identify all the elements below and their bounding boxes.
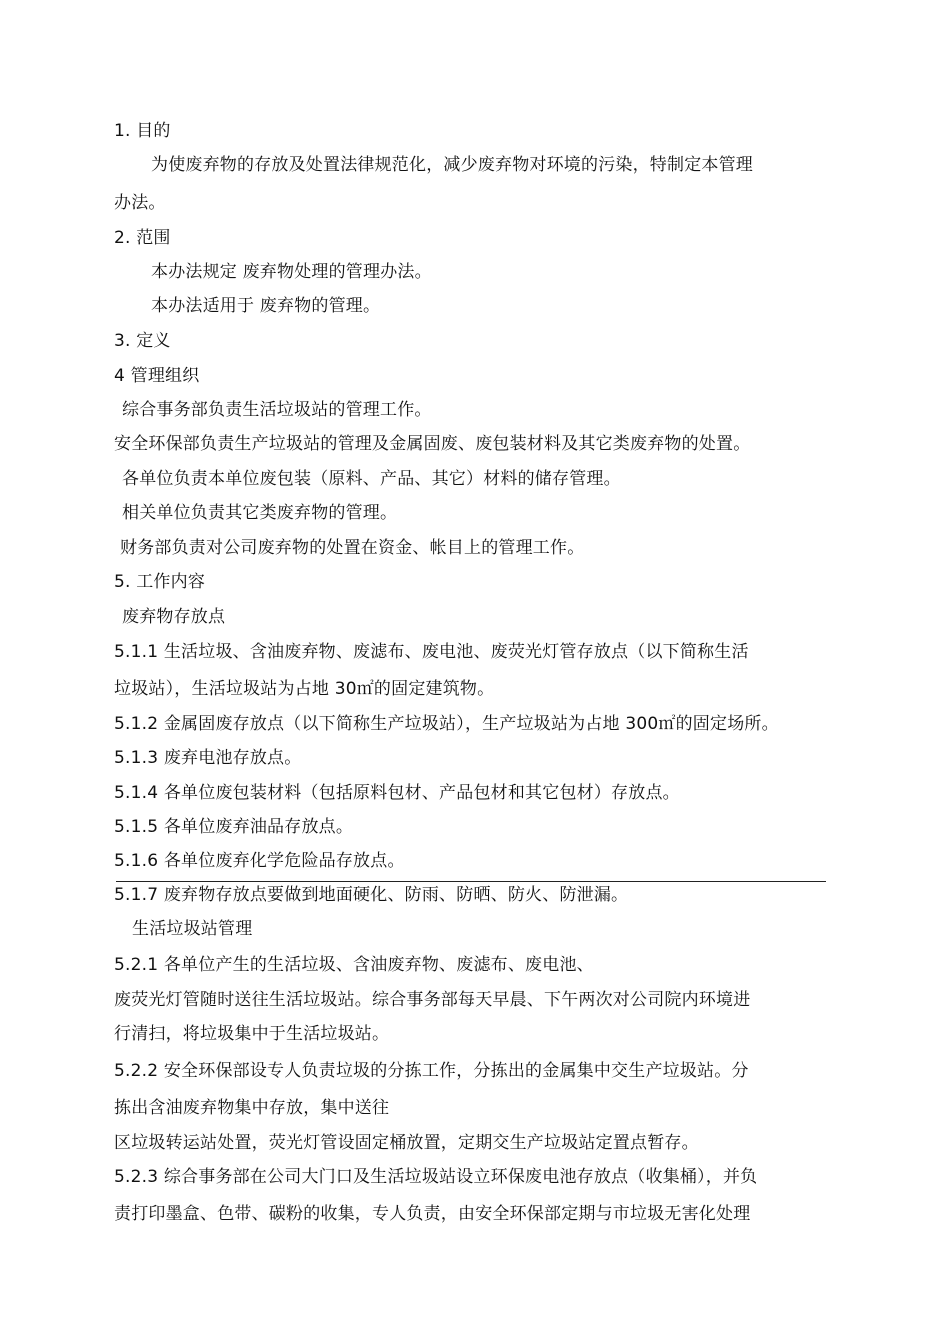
paragraph-line: 5.1.6 各单位废弃化学危险品存放点。	[114, 851, 405, 871]
paragraph-line: 责打印墨盒、色带、碳粉的收集，专人负责，由安全环保部定期与市垃圾无害化处理	[114, 1204, 751, 1224]
paragraph-line: 5.1.5 各单位废弃油品存放点。	[114, 817, 354, 837]
paragraph-line: 各单位负责本单位废包装（原料、产品、其它）材料的储存管理。	[122, 469, 621, 489]
paragraph-line: 5.1.4 各单位废包装材料（包括原料包材、产品包材和其它包材）存放点。	[114, 783, 680, 803]
paragraph-line: 安全环保部负责生产垃圾站的管理及金属固废、废包装材料及其它类废弃物的处置。	[114, 434, 751, 454]
paragraph-line: 本办法适用于 废弃物的管理。	[151, 296, 381, 316]
heading-purpose: 1. 目的	[114, 121, 171, 141]
subheading-domestic-station: 生活垃圾站管理	[132, 919, 253, 939]
paragraph-line: 本办法规定 废弃物处理的管理办法。	[151, 262, 432, 282]
paragraph-line: 综合事务部负责生活垃圾站的管理工作。	[122, 400, 432, 420]
paragraph-line: 5.1.3 废弃电池存放点。	[114, 748, 302, 768]
heading-organization: 4 管理组织	[114, 366, 200, 386]
subheading-storage-points: 废弃物存放点	[122, 607, 226, 627]
paragraph-line: 5.1.2 金属固废存放点（以下简称生产垃圾站），生产垃圾站为占地 300㎡的固定场所。	[114, 714, 779, 734]
paragraph-line: 为使废弃物的存放及处置法律规范化，减少废弃物对环境的污染，特制定本管理	[151, 155, 753, 175]
heading-work-content: 5. 工作内容	[114, 572, 206, 592]
paragraph-line: 废荧光灯管随时送往生活垃圾站。综合事务部每天早晨、下午两次对公司院内环境进	[114, 990, 751, 1010]
paragraph-line: 办法。	[114, 193, 166, 213]
paragraph-line: 垃圾站），生活垃圾站为占地 30㎡的固定建筑物。	[114, 679, 495, 699]
paragraph-line: 5.2.3 综合事务部在公司大门口及生活垃圾站设立环保废电池存放点（收集桶），并负	[114, 1167, 758, 1187]
heading-definition: 3. 定义	[114, 331, 171, 351]
paragraph-line: 5.1.1 生活垃圾、含油废弃物、废滤布、废电池、废荧光灯管存放点（以下简称生活	[114, 642, 749, 662]
paragraph-line: 相关单位负责其它类废弃物的管理。	[122, 503, 398, 523]
paragraph-line: 行清扫，将垃圾集中于生活垃圾站。	[114, 1024, 390, 1044]
paragraph-line: 5.2.2 安全环保部设专人负责垃圾的分拣工作，分拣出的金属集中交生产垃圾站。分	[114, 1061, 749, 1081]
heading-scope: 2. 范围	[114, 228, 171, 248]
paragraph-line: 区垃圾转运站处置，荧光灯管设固定桶放置，定期交生产垃圾站定置点暂存。	[114, 1133, 699, 1153]
paragraph-line: 财务部负责对公司废弃物的处置在资金、帐目上的管理工作。	[120, 538, 585, 558]
paragraph-line: 5.1.7 废弃物存放点要做到地面硬化、防雨、防晒、防火、防泄漏。	[114, 885, 629, 905]
paragraph-line: 5.2.1 各单位产生的生活垃圾、含油废弃物、废滤布、废电池、	[114, 955, 594, 975]
horizontal-rule	[116, 881, 826, 882]
paragraph-line: 拣出含油废弃物集中存放，集中送往	[114, 1098, 390, 1118]
